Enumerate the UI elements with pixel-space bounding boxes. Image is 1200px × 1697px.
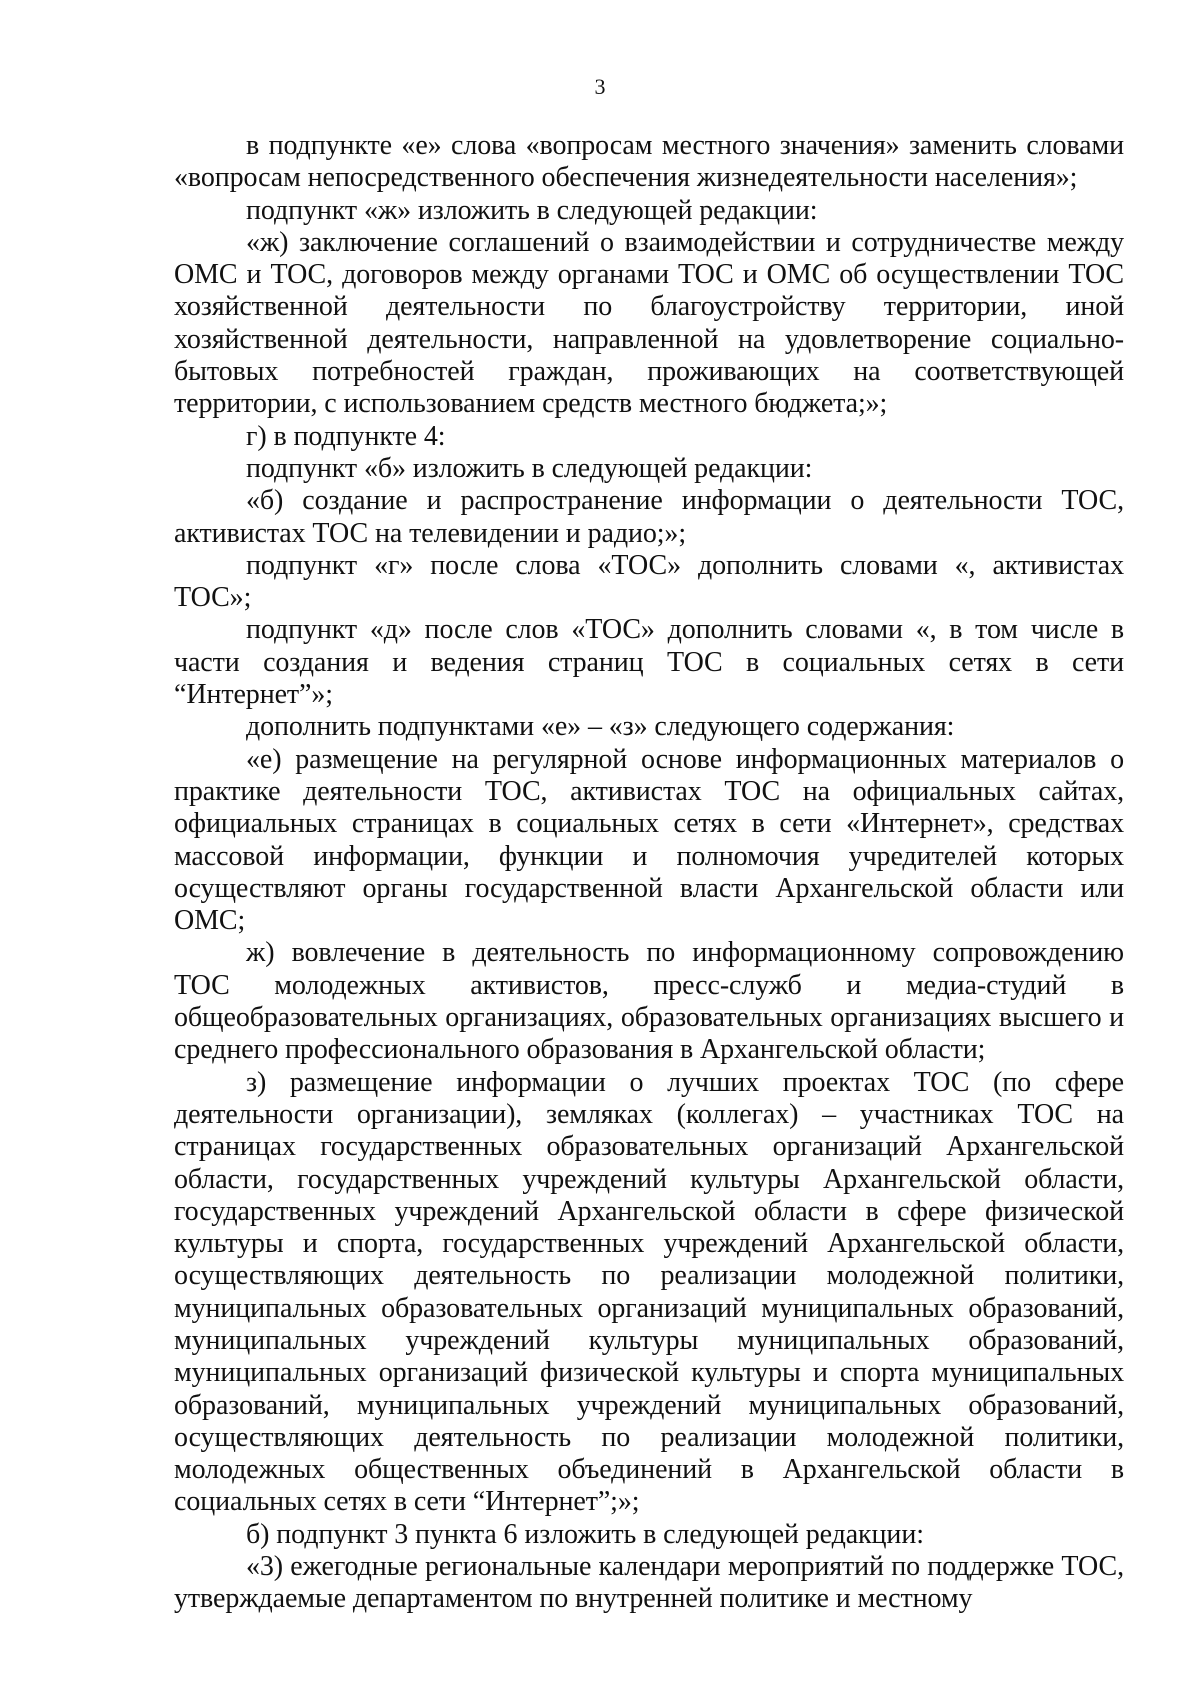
paragraph-g-subitem-4: г) в подпункте 4: bbox=[246, 420, 446, 452]
paragraph-zh-intro: подпункт «ж» изложить в следующей редакции: bbox=[246, 194, 818, 226]
paragraph-add-subitems: дополнить подпунктами «е» – «з» следующего содержания: bbox=[246, 711, 955, 743]
document-body bbox=[174, 130, 1124, 1616]
paragraph-item-e-amendment: в подпункте «е» слова «вопросам местного значения» заменить словами «вопросам непосредственного обеспечения жизнедеятельности населения»; bbox=[174, 130, 1124, 194]
paragraph-item-3-text: «3) ежегодные региональные календари мероприятий по поддержке ТОС, утверждаемые департаментом по внутренней политике и местному bbox=[174, 1551, 1124, 1615]
paragraph-b-intro: подпункт «б» изложить в следующей редакции: bbox=[246, 452, 813, 484]
paragraph-g-amendment: подпункт «г» после слова «ТОС» дополнить словами «, активистах ТОС»; bbox=[174, 549, 1124, 614]
paragraph-zh-new-text: ж) вовлечение в деятельность по информационному сопровождению ТОС молодежных активистов, пресс-служб и медиа-студий в общеобразовательных организациях, образовательных организациях высшего и среднего профессионального образования в Архангельской области; bbox=[174, 937, 1124, 1066]
paragraph-zh-text: «ж) заключение соглашений о взаимодействии и сотрудничестве между ОМС и ТОС, договоров между органами ТОС и ОМС об осуществлении ТОС хозяйственной деятельности по благоустройству территории, иной хозяйственной деятельности, направленной на удовлетворение социально-бытовых потребностей граждан, проживающих на соответствующей территории, с использованием средств местного бюджета;»; bbox=[174, 226, 1124, 420]
paragraph-item-6-intro: б) подпункт 3 пункта 6 изложить в следующей редакции: bbox=[246, 1518, 924, 1550]
paragraph-d-amendment: подпункт «д» после слов «ТОС» дополнить словами «, в том числе в части создания и ведения страниц ТОС в социальных сетях в сети “Интернет”»; bbox=[174, 614, 1124, 711]
page-number: 3 bbox=[594, 74, 606, 99]
paragraph-e-text: «е) размещение на регулярной основе информационных материалов о практике деятельности ТОС, активистах ТОС на официальных сайтах, официальных страницах в социальных сетях в сети «Интернет», средствах массовой информации, функции и полномочия учредителей которых осуществляют органы государственной власти Архангельской области или ОМС; bbox=[174, 743, 1124, 937]
paragraph-z-text: з) размещение информации о лучших проектах ТОС (по сфере деятельности организации), земляках (коллегах) – участниках ТОС на страницах государственных образовательных организаций Архангельской области, государственных учреждений культуры Архангельской области, государственных учреждений Архангельской области в сфере физической культуры и спорта, государственных учреждений Архангельской области, осуществляющих деятельность по реализации молодежной политики, муниципальных образовательных организаций муниципальных образований, муниципальных учреждений культуры муниципальных образований, муниципальных организаций физической культуры и спорта муниципальных образований, муниципальных учреждений муниципальных образований, осуществляющих деятельность по реализации молодежной политики, молодежных общественных объединений в Архангельской области в социальных сетях в сети “Интернет”;»; bbox=[174, 1066, 1124, 1518]
paragraph-b-text: «б) создание и распространение информации о деятельности ТОС, активистах ТОС на телевидении и радио;»; bbox=[174, 485, 1124, 549]
